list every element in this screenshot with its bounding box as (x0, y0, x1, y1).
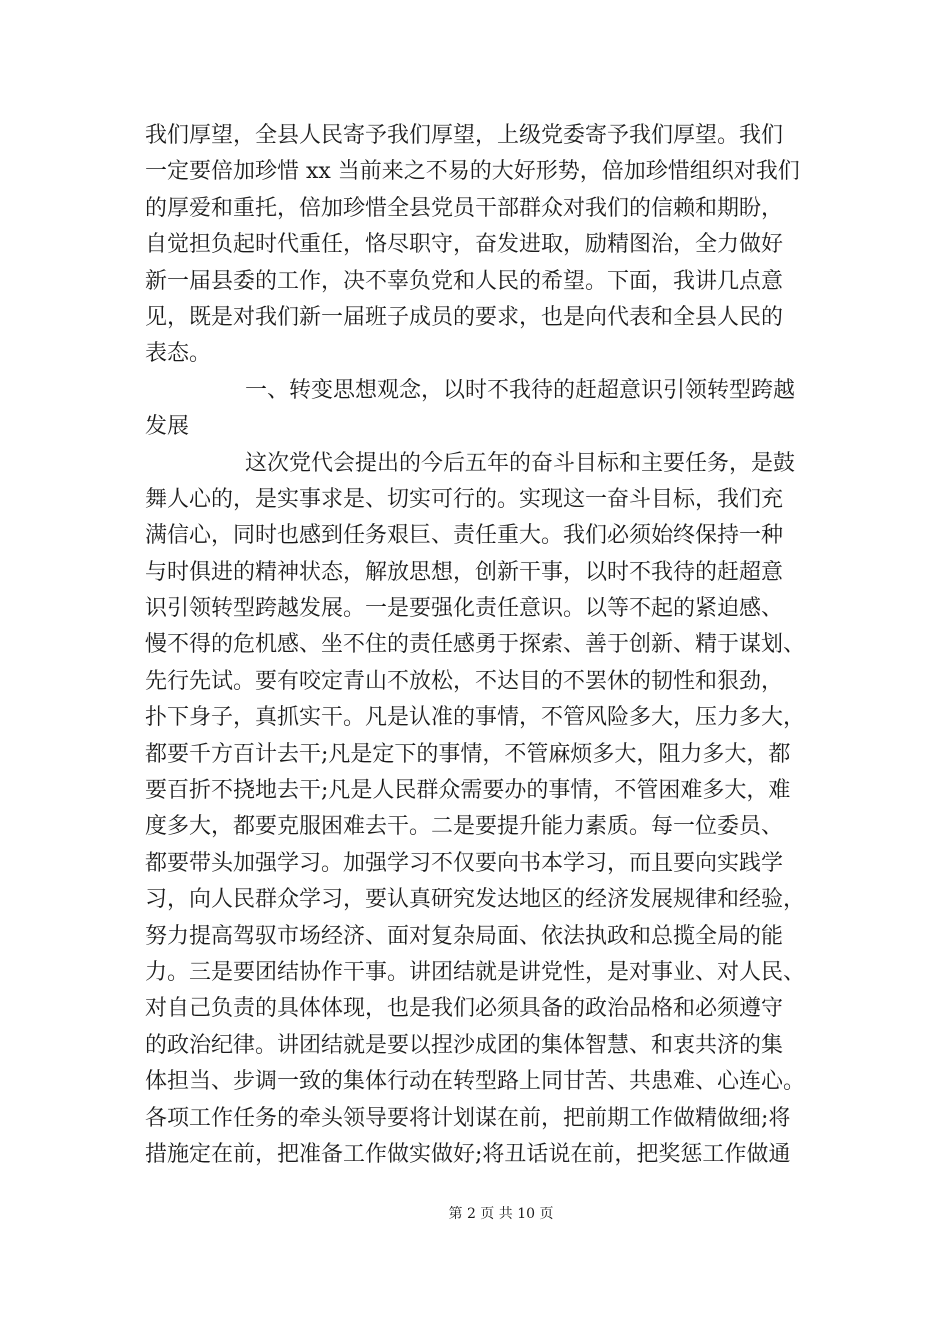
text-line: 自觉担负起时代重任，恪尽职守，奋发进取，励精图治，全力做好 (145, 232, 784, 258)
text-line: 对自己负责的具体体现，也是我们必须具备的政治品格和必须遵守 (145, 996, 784, 1022)
text-line: 新一届县委的工作，决不辜负党和人民的希望。下面，我讲几点意 (145, 268, 784, 294)
text-line: 舞人心的，是实事求是、切实可行的。实现这一奋斗目标，我们充 (145, 486, 784, 512)
text-line: 慢不得的危机感、坐不住的责任感勇于探索、善于创新、精于谋划、 (145, 632, 806, 658)
text-line: 见，既是对我们新一届班子成员的要求，也是向代表和全县人民的 (145, 304, 784, 330)
text-line: 习，向人民群众学习，要认真研究发达地区的经济发展规律和经验， (145, 887, 806, 913)
text-line: 要百折不挠地去干;凡是人民群众需要办的事情，不管困难多大，难 (145, 778, 791, 804)
text-line: 都要带头加强学习。加强学习不仅要向书本学习，而且要向实践学 (145, 850, 784, 876)
text-line: 度多大，都要克服困难去干。二是要提升能力素质。每一位委员、 (145, 814, 784, 840)
section-heading-continued: 发展 (145, 414, 190, 440)
body-text (145, 118, 815, 1173)
text-line: 体担当、步调一致的集体行动在转型路上同甘苦、共患难、心连心。 (145, 1069, 806, 1095)
text-line: 先行先试。要有咬定青山不放松，不达目的不罢休的韧性和狠劲， (145, 668, 784, 694)
text-line: 努力提高驾驭市场经济、面对复杂局面、依法执政和总揽全局的能 (145, 923, 784, 949)
page-number-footer: 第 2 页 共 10 页 (448, 1206, 554, 1222)
section-heading: 一、转变思想观念，以时不我待的赶超意识引领转型跨越 (245, 377, 796, 403)
text-line: 识引领转型跨越发展。一是要强化责任意识。以等不起的紧迫感、 (145, 596, 784, 622)
text-line: 力。三是要团结协作干事。讲团结就是讲党性，是对事业、对人民、 (145, 959, 806, 985)
paragraph-start-line: 这次党代会提出的今后五年的奋斗目标和主要任务，是鼓 (245, 450, 796, 476)
text-line: 满信心，同时也感到任务艰巨、责任重大。我们必须始终保持一种 (145, 523, 784, 549)
text-line: 扑下身子，真抓实干。凡是认准的事情，不管风险多大，压力多大， (145, 705, 806, 731)
text-line: 我们厚望，全县人民寄予我们厚望，上级党委寄予我们厚望。我们 (145, 123, 784, 148)
text-line: 各项工作任务的牵头领导要将计划谋在前，把前期工作做精做细;将 (145, 1105, 791, 1131)
text-line: 与时俱进的精神状态，解放思想，创新干事，以时不我待的赶超意 (145, 559, 784, 585)
text-line: 措施定在前，把准备工作做实做好;将丑话说在前，把奖惩工作做通 (145, 1141, 791, 1167)
text-line: 的政治纪律。讲团结就是要以捏沙成团的集体智慧、和衷共济的集 (145, 1032, 784, 1058)
text-line: 表态。 (145, 341, 212, 367)
text-line: 的厚爱和重托，倍加珍惜全县党员干部群众对我们的信赖和期盼， (145, 195, 784, 221)
text-line: 都要千方百计去干;凡是定下的事情，不管麻烦多大，阻力多大，都 (145, 741, 791, 767)
text-line: 一定要倍加珍惜 xx 当前来之不易的大好形势，倍加珍惜组织对我们 (145, 159, 800, 185)
